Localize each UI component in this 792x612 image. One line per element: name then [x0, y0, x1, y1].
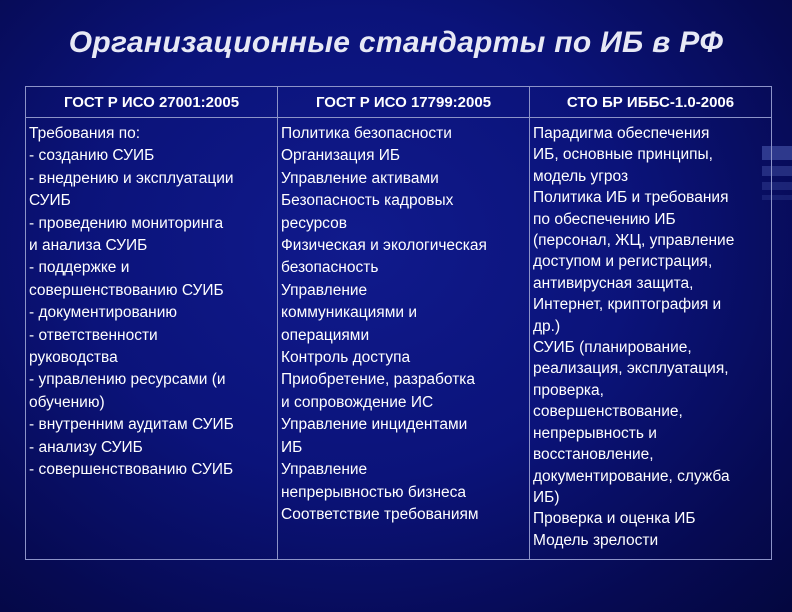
cell-text-line: безопасность	[281, 259, 379, 277]
cell-text-line: антивирусная защита,	[533, 274, 694, 292]
standards-table	[25, 86, 772, 560]
cell-text-line: Контроль доступа	[281, 349, 411, 367]
slide-title: Организационные стандарты по ИБ в РФ	[68, 26, 724, 59]
cell-text-line: - совершенствованию СУИБ	[29, 461, 234, 479]
cell-text-line: ИБ)	[533, 488, 560, 506]
cell-text-line: ИБ	[281, 438, 303, 456]
cell-text-line: Политика ИБ и требования	[533, 189, 729, 207]
cell-text-line: доступом и регистрация,	[533, 253, 713, 271]
cell-text-line: по обеспечению ИБ	[533, 210, 676, 228]
cell-text-line: - управлению ресурсами (и	[29, 371, 226, 389]
cell-text-line: Интернет, криптография и	[533, 296, 722, 314]
cell-text-line: Управление инцидентами	[281, 416, 468, 434]
cell-text-line: Физическая и экологическая	[281, 237, 487, 255]
cell-text-line: модель угроз	[533, 167, 629, 185]
cell-text-line: и анализа СУИБ	[29, 237, 148, 255]
cell-text-line: Организация ИБ	[281, 147, 401, 165]
cell-text-line: совершенствованию СУИБ	[29, 281, 224, 299]
cell-text-line: непрерывность и	[533, 424, 657, 442]
cell-text-line: Соответствие требованиям	[281, 505, 479, 523]
cell-text-line: Модель зрелости	[533, 531, 659, 549]
cell-text-line: непрерывностью бизнеса	[281, 483, 467, 501]
cell-text-line: Управление активами	[281, 169, 439, 187]
header-sto-br-ibbs: СТО БР ИББС-1.0-2006	[530, 87, 772, 118]
cell-text-line: и сопровождение ИС	[281, 393, 434, 411]
cell-text-line: восстановление,	[533, 446, 654, 464]
cell-text-line: СУИБ	[29, 192, 71, 210]
cell-text-line: - анализу СУИБ	[29, 438, 143, 456]
cell-text-line: СУИБ (планирование,	[533, 339, 692, 357]
table-body-row	[26, 118, 772, 560]
cell-text-line: ресурсов	[281, 214, 347, 232]
header-gost-27001: ГОСТ Р ИСО 27001:2005	[26, 87, 278, 118]
cell-text-line: коммуникациями и	[281, 304, 417, 322]
gost-17799-sections-cell	[278, 118, 530, 560]
cell-text-line: - документированию	[29, 304, 178, 322]
cell-text-line: Политика безопасности	[281, 125, 452, 142]
cell-text-line: реализация, эксплуатация,	[533, 360, 729, 378]
cell-text-line: Управление	[281, 281, 368, 299]
cell-text-line: Управление	[281, 461, 368, 479]
cell-text-line: ИБ, основные принципы,	[533, 146, 713, 164]
cell-text-line: - поддержке и	[29, 259, 130, 277]
gost-27001-requirements-cell	[26, 118, 278, 560]
cell-text-line: - внедрению и эксплуатации	[29, 169, 234, 187]
cell-text-line: обучению)	[29, 393, 105, 411]
cell-text-line: др.)	[533, 317, 561, 335]
cell-text-line: проверка,	[533, 381, 604, 399]
table-header-row	[26, 87, 772, 118]
cell-text-line: - ответственности	[29, 326, 158, 344]
cell-text-line: Приобретение, разработка	[281, 371, 476, 389]
cell-text-line: Проверка и оценка ИБ	[533, 510, 696, 528]
cell-text-line: руководства	[29, 349, 118, 367]
cell-text-line: Парадигма обеспечения	[533, 125, 710, 142]
cell-text-line: совершенствование,	[533, 403, 683, 421]
cell-text-line: - внутренним аудитам СУИБ	[29, 416, 234, 434]
cell-text-line: - проведению мониторинга	[29, 214, 224, 232]
cell-text-line: Безопасность кадровых	[281, 192, 454, 210]
header-gost-17799: ГОСТ Р ИСО 17799:2005	[278, 87, 530, 118]
sto-br-ibbs-sections-cell	[530, 118, 772, 560]
cell-text-line: - созданию СУИБ	[29, 147, 155, 165]
cell-text-line: (персонал, ЖЦ, управление	[533, 232, 735, 250]
cell-text-line: Требования по:	[29, 125, 141, 142]
cell-text-line: операциями	[281, 326, 370, 344]
cell-text-line: документирование, служба	[533, 467, 730, 485]
